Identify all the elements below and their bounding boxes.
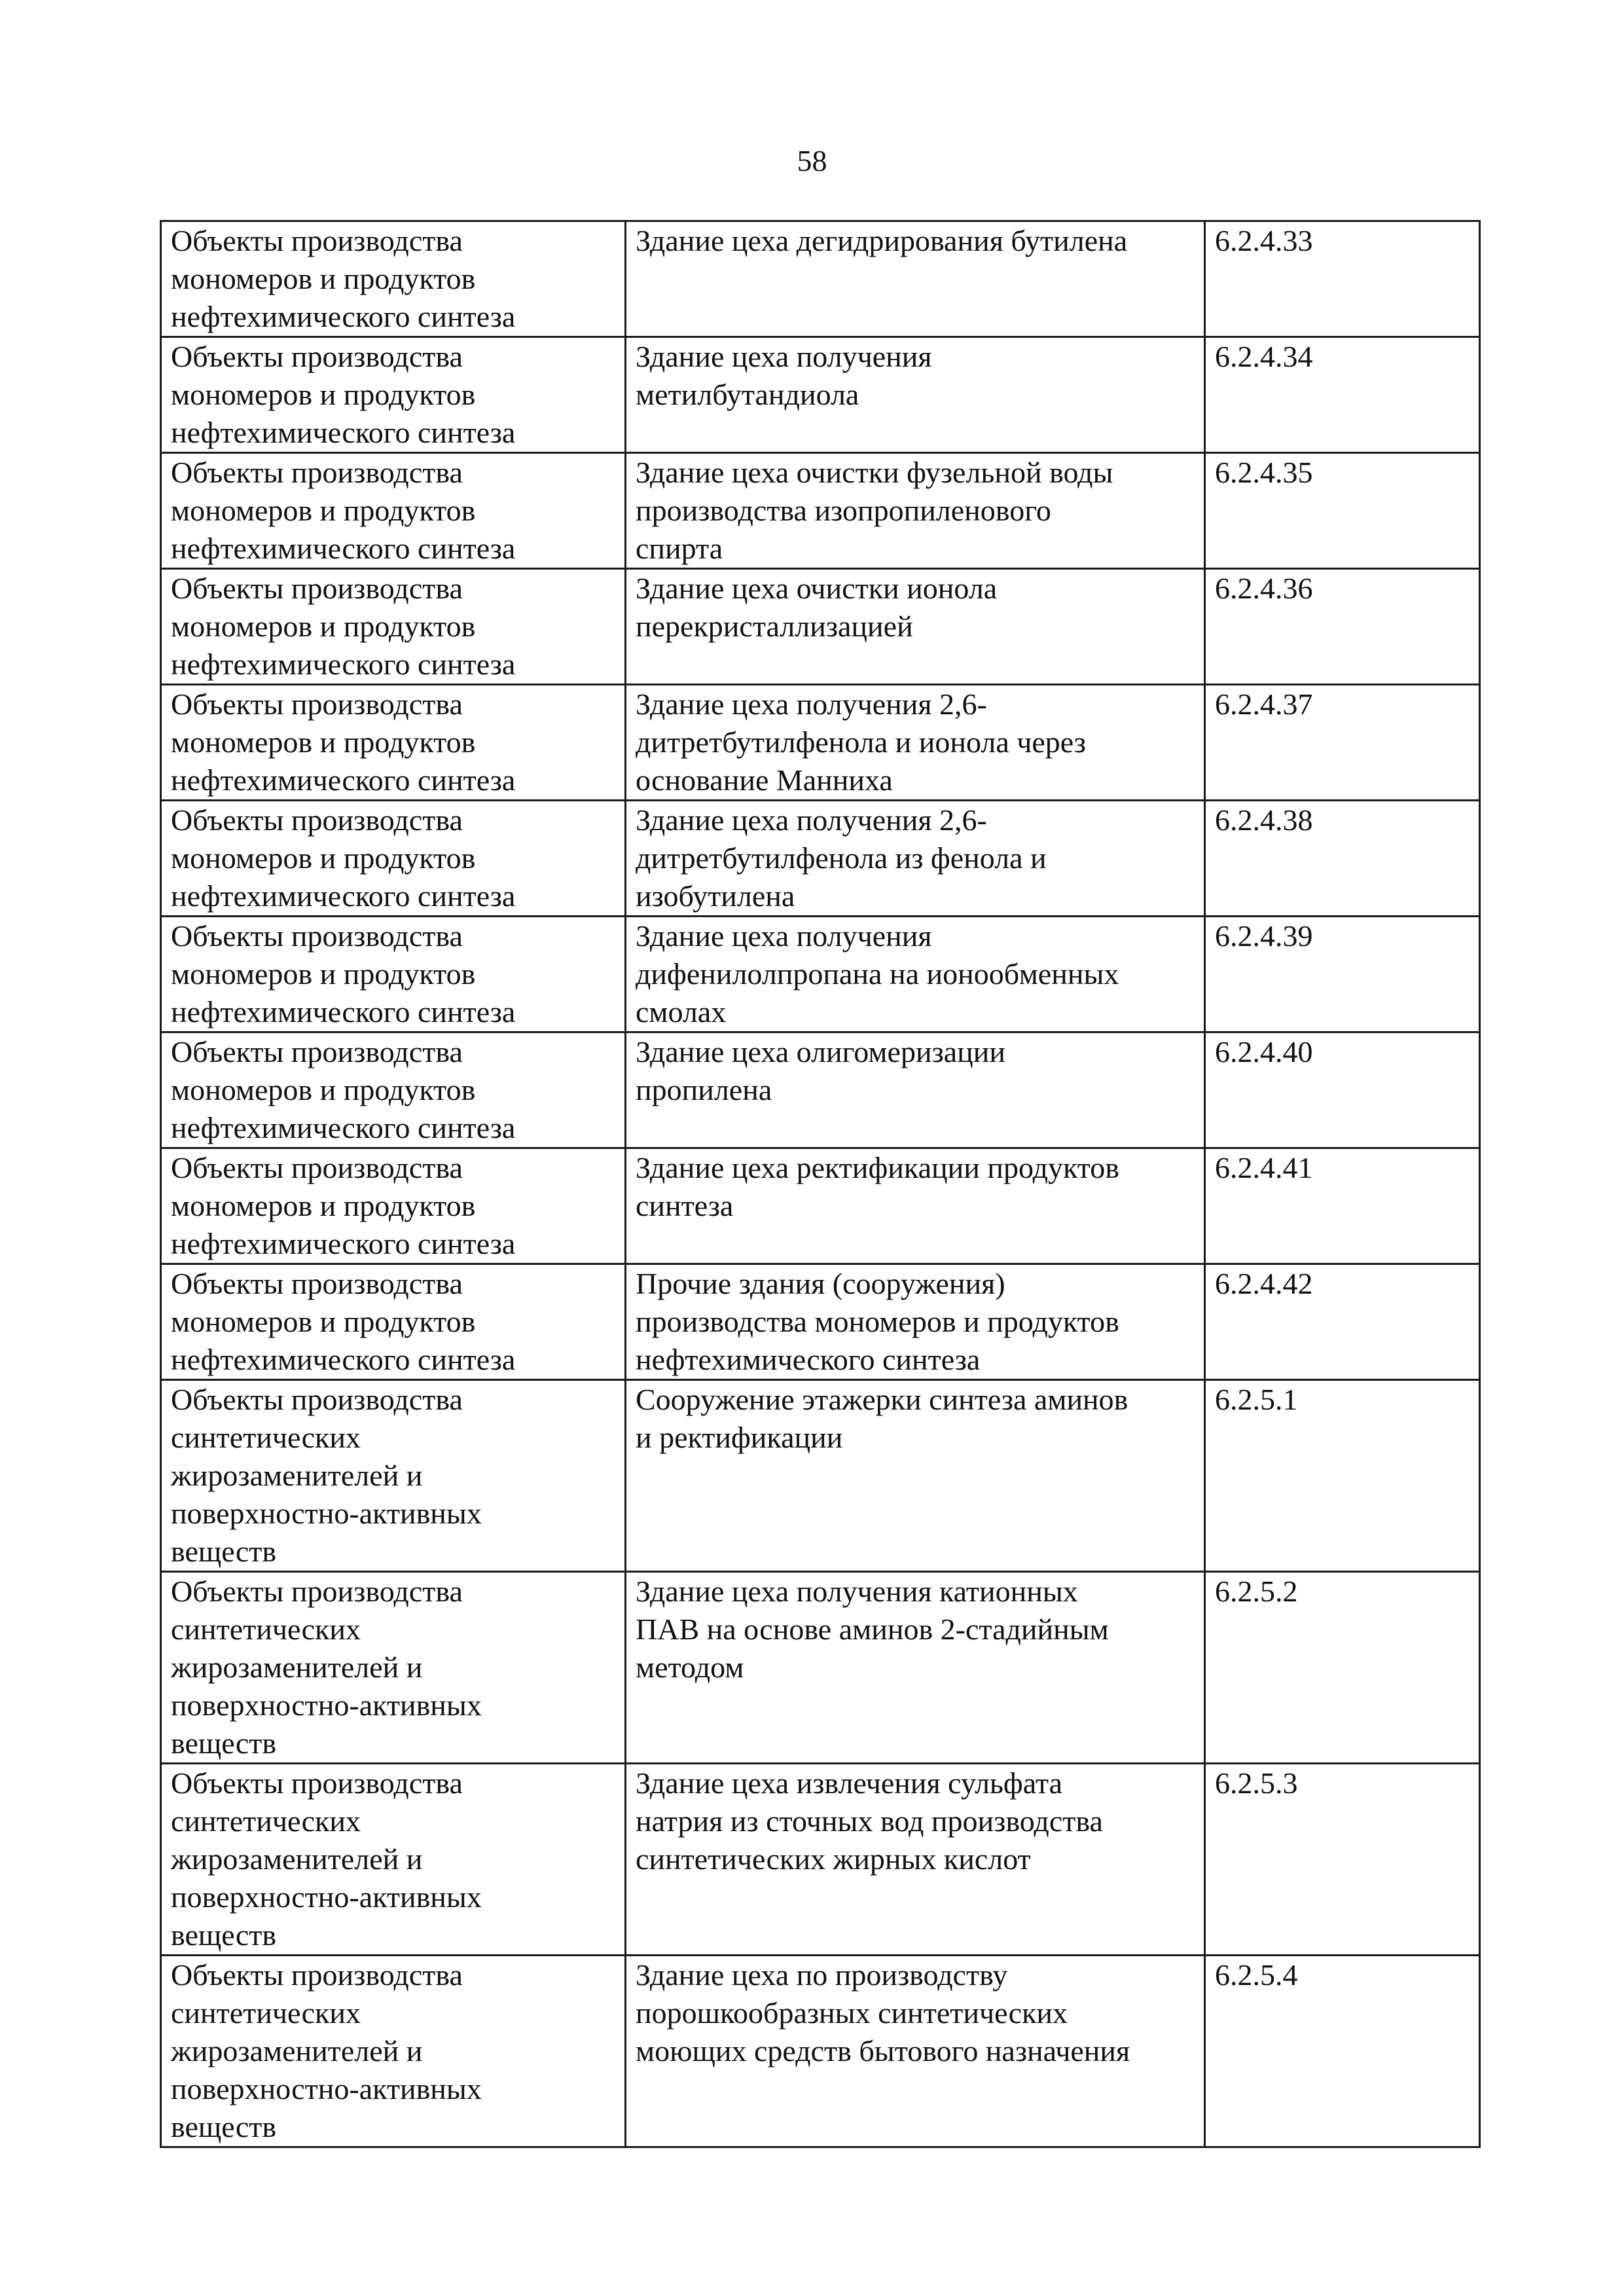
object-cell: Здание цеха дегидрирования бутилена: [626, 221, 1205, 337]
category-cell: Объекты производства мономеров и продуктов нефтехимического синтеза: [161, 685, 626, 801]
object-cell: Здание цеха получения метилбутандиола: [626, 337, 1205, 453]
object-cell: Здание цеха извлечения сульфата натрия из сточных вод производства синтетических жирных кислот: [626, 1764, 1205, 1956]
table-row: [161, 1148, 1480, 1264]
code-cell: 6.2.4.35: [1205, 453, 1480, 569]
object-cell: Здание цеха получения 2,6- дитретбутилфенола и ионола через основание Манниха: [626, 685, 1205, 801]
code-cell: 6.2.4.40: [1205, 1032, 1480, 1148]
category-cell: Объекты производства мономеров и продуктов нефтехимического синтеза: [161, 1148, 626, 1264]
code-cell: 6.2.5.2: [1205, 1572, 1480, 1764]
object-cell: Здание цеха получения катионных ПАВ на основе аминов 2-стадийным методом: [626, 1572, 1205, 1764]
category-cell: Объекты производства синтетических жирозаменителей и поверхностно-активных веществ: [161, 1380, 626, 1572]
code-cell: 6.2.4.34: [1205, 337, 1480, 453]
table-row: [161, 1764, 1480, 1956]
category-cell: Объекты производства мономеров и продуктов нефтехимического синтеза: [161, 337, 626, 453]
table-row: [161, 1264, 1480, 1380]
code-cell: 6.2.5.1: [1205, 1380, 1480, 1572]
object-cell: Сооружение этажерки синтеза аминов и ректификации: [626, 1380, 1205, 1572]
table-row: [161, 917, 1480, 1032]
table-row: [161, 801, 1480, 917]
table-row: [161, 453, 1480, 569]
object-cell: Прочие здания (сооружения) производства мономеров и продуктов нефтехимического синтеза: [626, 1264, 1205, 1380]
page-number: 58: [797, 144, 827, 177]
category-cell: Объекты производства мономеров и продуктов нефтехимического синтеза: [161, 917, 626, 1032]
object-cell: Здание цеха очистки ионола перекристаллизацией: [626, 569, 1205, 685]
category-cell: Объекты производства мономеров и продуктов нефтехимического синтеза: [161, 1264, 626, 1380]
table-row: [161, 1572, 1480, 1764]
category-cell: Объекты производства мономеров и продуктов нефтехимического синтеза: [161, 1032, 626, 1148]
code-cell: 6.2.5.3: [1205, 1764, 1480, 1956]
objects-table-body: [161, 221, 1480, 2147]
object-cell: Здание цеха получения дифенилолпропана на ионообменных смолах: [626, 917, 1205, 1032]
category-cell: Объекты производства мономеров и продуктов нефтехимического синтеза: [161, 221, 626, 337]
code-cell: 6.2.4.41: [1205, 1148, 1480, 1264]
category-cell: Объекты производства синтетических жирозаменителей и поверхностно-активных веществ: [161, 1572, 626, 1764]
table-row: [161, 569, 1480, 685]
object-cell: Здание цеха получения 2,6- дитретбутилфенола из фенола и изобутилена: [626, 801, 1205, 917]
object-cell: Здание цеха очистки фузельной воды производства изопропиленового спирта: [626, 453, 1205, 569]
code-cell: 6.2.4.36: [1205, 569, 1480, 685]
code-cell: 6.2.4.39: [1205, 917, 1480, 1032]
table-row: [161, 685, 1480, 801]
objects-table: [160, 220, 1481, 2148]
object-cell: Здание цеха ректификации продуктов синтеза: [626, 1148, 1205, 1264]
table-row: [161, 1032, 1480, 1148]
table-row: [161, 1956, 1480, 2147]
category-cell: Объекты производства синтетических жирозаменителей и поверхностно-активных веществ: [161, 1956, 626, 2147]
code-cell: 6.2.4.42: [1205, 1264, 1480, 1380]
code-cell: 6.2.4.37: [1205, 685, 1480, 801]
object-cell: Здание цеха олигомеризации пропилена: [626, 1032, 1205, 1148]
table-row: [161, 337, 1480, 453]
code-cell: 6.2.4.38: [1205, 801, 1480, 917]
table-row: [161, 221, 1480, 337]
table-row: [161, 1380, 1480, 1572]
category-cell: Объекты производства синтетических жирозаменителей и поверхностно-активных веществ: [161, 1764, 626, 1956]
category-cell: Объекты производства мономеров и продуктов нефтехимического синтеза: [161, 569, 626, 685]
code-cell: 6.2.5.4: [1205, 1956, 1480, 2147]
category-cell: Объекты производства мономеров и продуктов нефтехимического синтеза: [161, 801, 626, 917]
object-cell: Здание цеха по производству порошкообразных синтетических моющих средств бытового назначения: [626, 1956, 1205, 2147]
code-cell: 6.2.4.33: [1205, 221, 1480, 337]
category-cell: Объекты производства мономеров и продуктов нефтехимического синтеза: [161, 453, 626, 569]
